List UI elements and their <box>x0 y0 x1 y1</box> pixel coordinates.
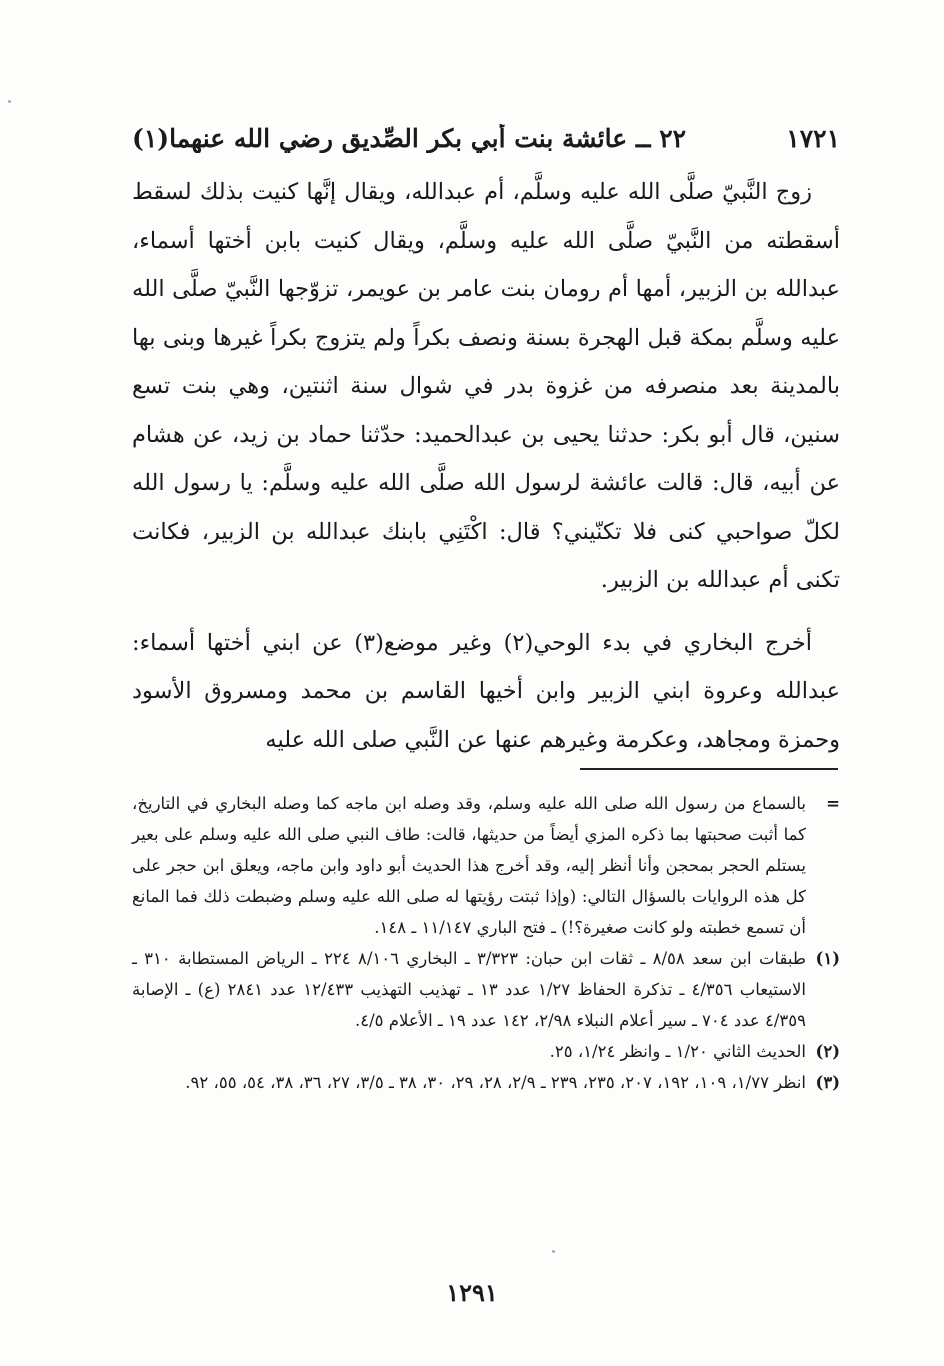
footnote-text: بالسماع من رسول الله صلى الله عليه وسلم، وقد وصله ابن ماجه كما وصله البخاري في التاريخ، كما أثبت صحبتها بما ذكره المزي أيضاً من حديثها، قالت: طاف النبي صلى الله عليه وسلم على بعير يستلم الحجر بمحجن وأنا أنظر إليه، وقد أخرج هذا الحديث أبو داود وابن ماجه، ويعلق ابن حجر على كل هذه الروايات بالسؤال التالي: (وإذا ثبتت رؤيتها له صلى الله عليه وسلم وضبطت ذلك فما المانع أن تسمع خطبته ولو كانت صغيرة؟!) ـ فتح الباري ١١/١٤٧ ـ ١٤٨. <box>132 794 806 937</box>
scan-speck <box>8 100 11 103</box>
footnote-mark: = <box>826 794 840 813</box>
page-number: ١٢٩١ <box>446 1278 498 1307</box>
footnote-continued <box>132 788 840 943</box>
footnote-text: طبقات ابن سعد ٨/٥٨ ـ ثقات ابن حبان: ٣/٣٢٣ ـ البخاري ٨/١٠٦ ٢٢٤ ـ الرياض المستطابة ٣١٠ ـ الاستيعاب ٤/٣٥٦ ـ تذكرة الحفاظ ١/٢٧ عدد ١٣ ـ تهذيب التهذيب ١٢/٤٣٣ عدد ٢٨٤١ (ع) ـ الإصابة ٤/٣٥٩ عدد ٧٠٤ ـ سير أعلام النبلاء ٢/٩٨، ١٤٢ عدد ١٩ ـ الأعلام ٤/٥. <box>132 949 807 1030</box>
biography-paragraph: زوج النَّبيّ صلَّى الله عليه وسلَّم، أم عبدالله، ويقال إنَّها كنيت بذلك لسقط أسقطته من النَّبيّ صلَّى الله عليه وسلَّم، ويقال كنيت بابن أختها أسماء، عبدالله بن الزبير، أمها أم رومان بنت عامر بن عويمر، تزوّجها النَّبيّ صلَّى الله عليه وسلَّم بمكة قبل الهجرة بسنة ونصف بكراً ولم يتزوج بكراً غيرها وبنى بها بالمدينة بعد منصرفه من غزوة بدر في شوال سنة اثنتين، وهي بنت تسع سنين، قال أبو بكر: حدثنا يحيى بن عبدالحميد: حدّثنا حماد بن زيد، عن هشام عن أبيه، قال: قالت عائشة لرسول الله صلَّى الله عليه وسلَّم: يا رسول الله لكلّ صواحبي كنى فلا تكنّيني؟ قال: اكْتَنِي بابنك عبدالله بن الزبير، فكانت تكنى أم عبدالله بن الزبير. <box>132 179 840 593</box>
narrators-paragraph: أخرج البخاري في بدء الوحي(٢) وغير موضع(٣) عن ابني أختها أسماء: عبدالله وعروة ابني الزبير وابن أخيها القاسم بن محمد ومسروق الأسود وحمزة ومجاهد، وعكرمة وغيرهم عنها عن النَّبي صلى الله عليه <box>132 629 840 753</box>
footnote-mark: (٢) <box>815 1042 840 1061</box>
footnote-1 <box>132 943 840 1036</box>
footnotes <box>132 788 840 1098</box>
footnote-text: انظر ١/٧٧، ١٠٩، ١٩٢، ٢٠٧، ٢٣٥، ٢٣٩ ـ ٢/٩، ٢٨، ٢٩، ٣٠، ٣٨ ـ ٣/٥، ٢٧، ٣٦، ٣٨، ٥٤، ٥٥، ٩٢. <box>185 1073 806 1092</box>
footnote-mark: (١) <box>815 949 840 968</box>
entry-number: ١٧٢١ <box>786 124 840 153</box>
main-text <box>132 168 840 764</box>
scan-speck <box>552 1250 555 1253</box>
footnote-2 <box>132 1036 840 1067</box>
footnote-separator <box>580 768 838 770</box>
entry-header <box>132 124 840 153</box>
footnote-text: الحديث الثاني ١/٢٠ ـ وانظر ١/٢٤، ٢٥. <box>549 1042 806 1061</box>
footnote-mark: (٣) <box>815 1073 840 1092</box>
footnote-3 <box>132 1067 840 1098</box>
entry-title: ٢٢ ــ عائشة بنت أبي بكر الصِّديق رضي الله عنهما(١) <box>132 124 687 153</box>
